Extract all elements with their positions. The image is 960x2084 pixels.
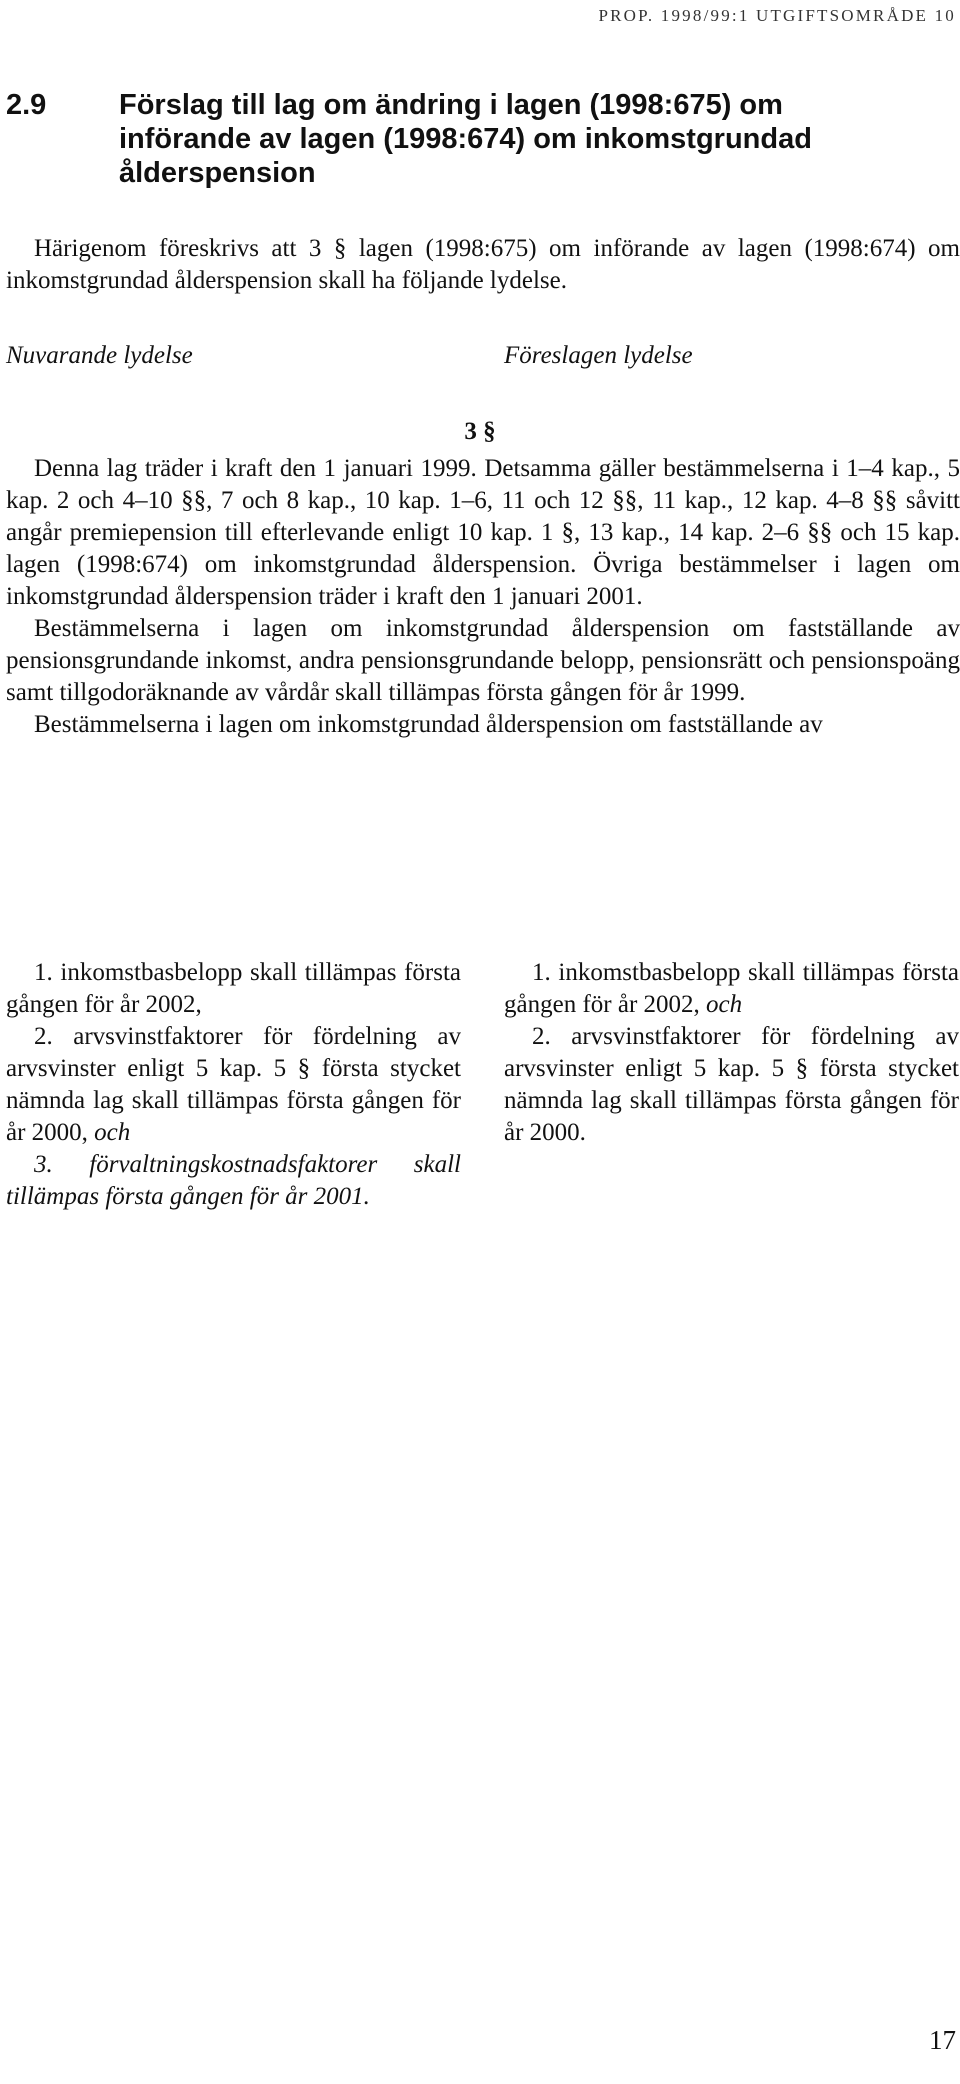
running-header: PROP. 1998/99:1 UTGIFTSOMRÅDE 10 <box>598 6 956 25</box>
section-title: Förslag till lag om ändring i lagen (1998:675) om införande av lagen (1998:674) om inkomstgrundad ålderspension <box>119 89 812 189</box>
proposed-item-1 <box>504 957 959 1021</box>
current-wording-column <box>6 957 461 1213</box>
page-number: 17 <box>929 2025 956 2055</box>
intro-text <box>6 233 960 297</box>
proposed-item-1-och: och <box>706 991 743 1018</box>
proposed-item-2: 2. arvsvinstfaktorer för fördelning av arvsvinster enligt 5 kap. 5 § första stycket nämnda lag skall tillämpas första gången för år 2000. <box>504 1023 959 1146</box>
current-item-2-och: och <box>94 1119 131 1146</box>
proposed-wording-label: Föreslagen lydelse <box>504 342 693 369</box>
common-paragraph-1: Denna lag träder i kraft den 1 januari 1999. Detsamma gäller bestämmelserna i 1–4 kap., 5 kap. 2 och 4–10 §§, 7 och 8 kap., 10 kap. 1–6, 11 och 12 §§, 11 kap., 12 kap. 4–8 §§ såvitt angår premiepension till efterlevande enligt 10 kap. 1 §, 13 kap., 14 kap. 2–6 §§ och 15 kap. lagen (1998:674) om inkomstgrundad ålderspension. Övriga bestämmelser i lagen om inkomstgrundad ålderspension träder i kraft den 1 januari 2001. <box>6 455 960 610</box>
current-item-1: 1. inkomstbasbelopp skall tillämpas första gången för år 2002, <box>6 959 461 1018</box>
current-item-3: 3. förvaltningskostnadsfaktorer skall tillämpas första gången för år 2001. <box>6 1151 461 1210</box>
common-paragraph-3: Bestämmelserna i lagen om inkomstgrundad ålderspension om fastställande av <box>34 711 823 738</box>
current-item-2 <box>6 1021 461 1149</box>
intro-paragraph: Härigenom föreskrivs att 3 § lagen (1998:675) om införande av lagen (1998:674) om inkomstgrundad ålderspension skall ha följande lydelse. <box>6 235 960 294</box>
section-number: 2.9 <box>6 89 47 121</box>
common-text <box>6 453 960 741</box>
common-paragraph-2: Bestämmelserna i lagen om inkomstgrundad ålderspension om fastställande av pensionsgrundande inkomst, andra pensionsgrundande belopp, pensionsrätt och pensionspoäng samt tillgodoräknande av vårdår skall tillämpas första gången för år 1999. <box>6 615 960 706</box>
paragraph-mark: 3 § <box>464 418 496 445</box>
current-wording-label: Nuvarande lydelse <box>6 342 193 369</box>
proposed-item-1-text: 1. inkomstbasbelopp skall tillämpas första gången för år 2002, <box>504 959 959 1018</box>
proposed-wording-column <box>504 957 959 1149</box>
current-item-2-text: 2. arvsvinstfaktorer för fördelning av arvsvinster enligt 5 kap. 5 § första stycket nämnda lag skall tillämpas första gången för år 2000, <box>6 1023 461 1146</box>
